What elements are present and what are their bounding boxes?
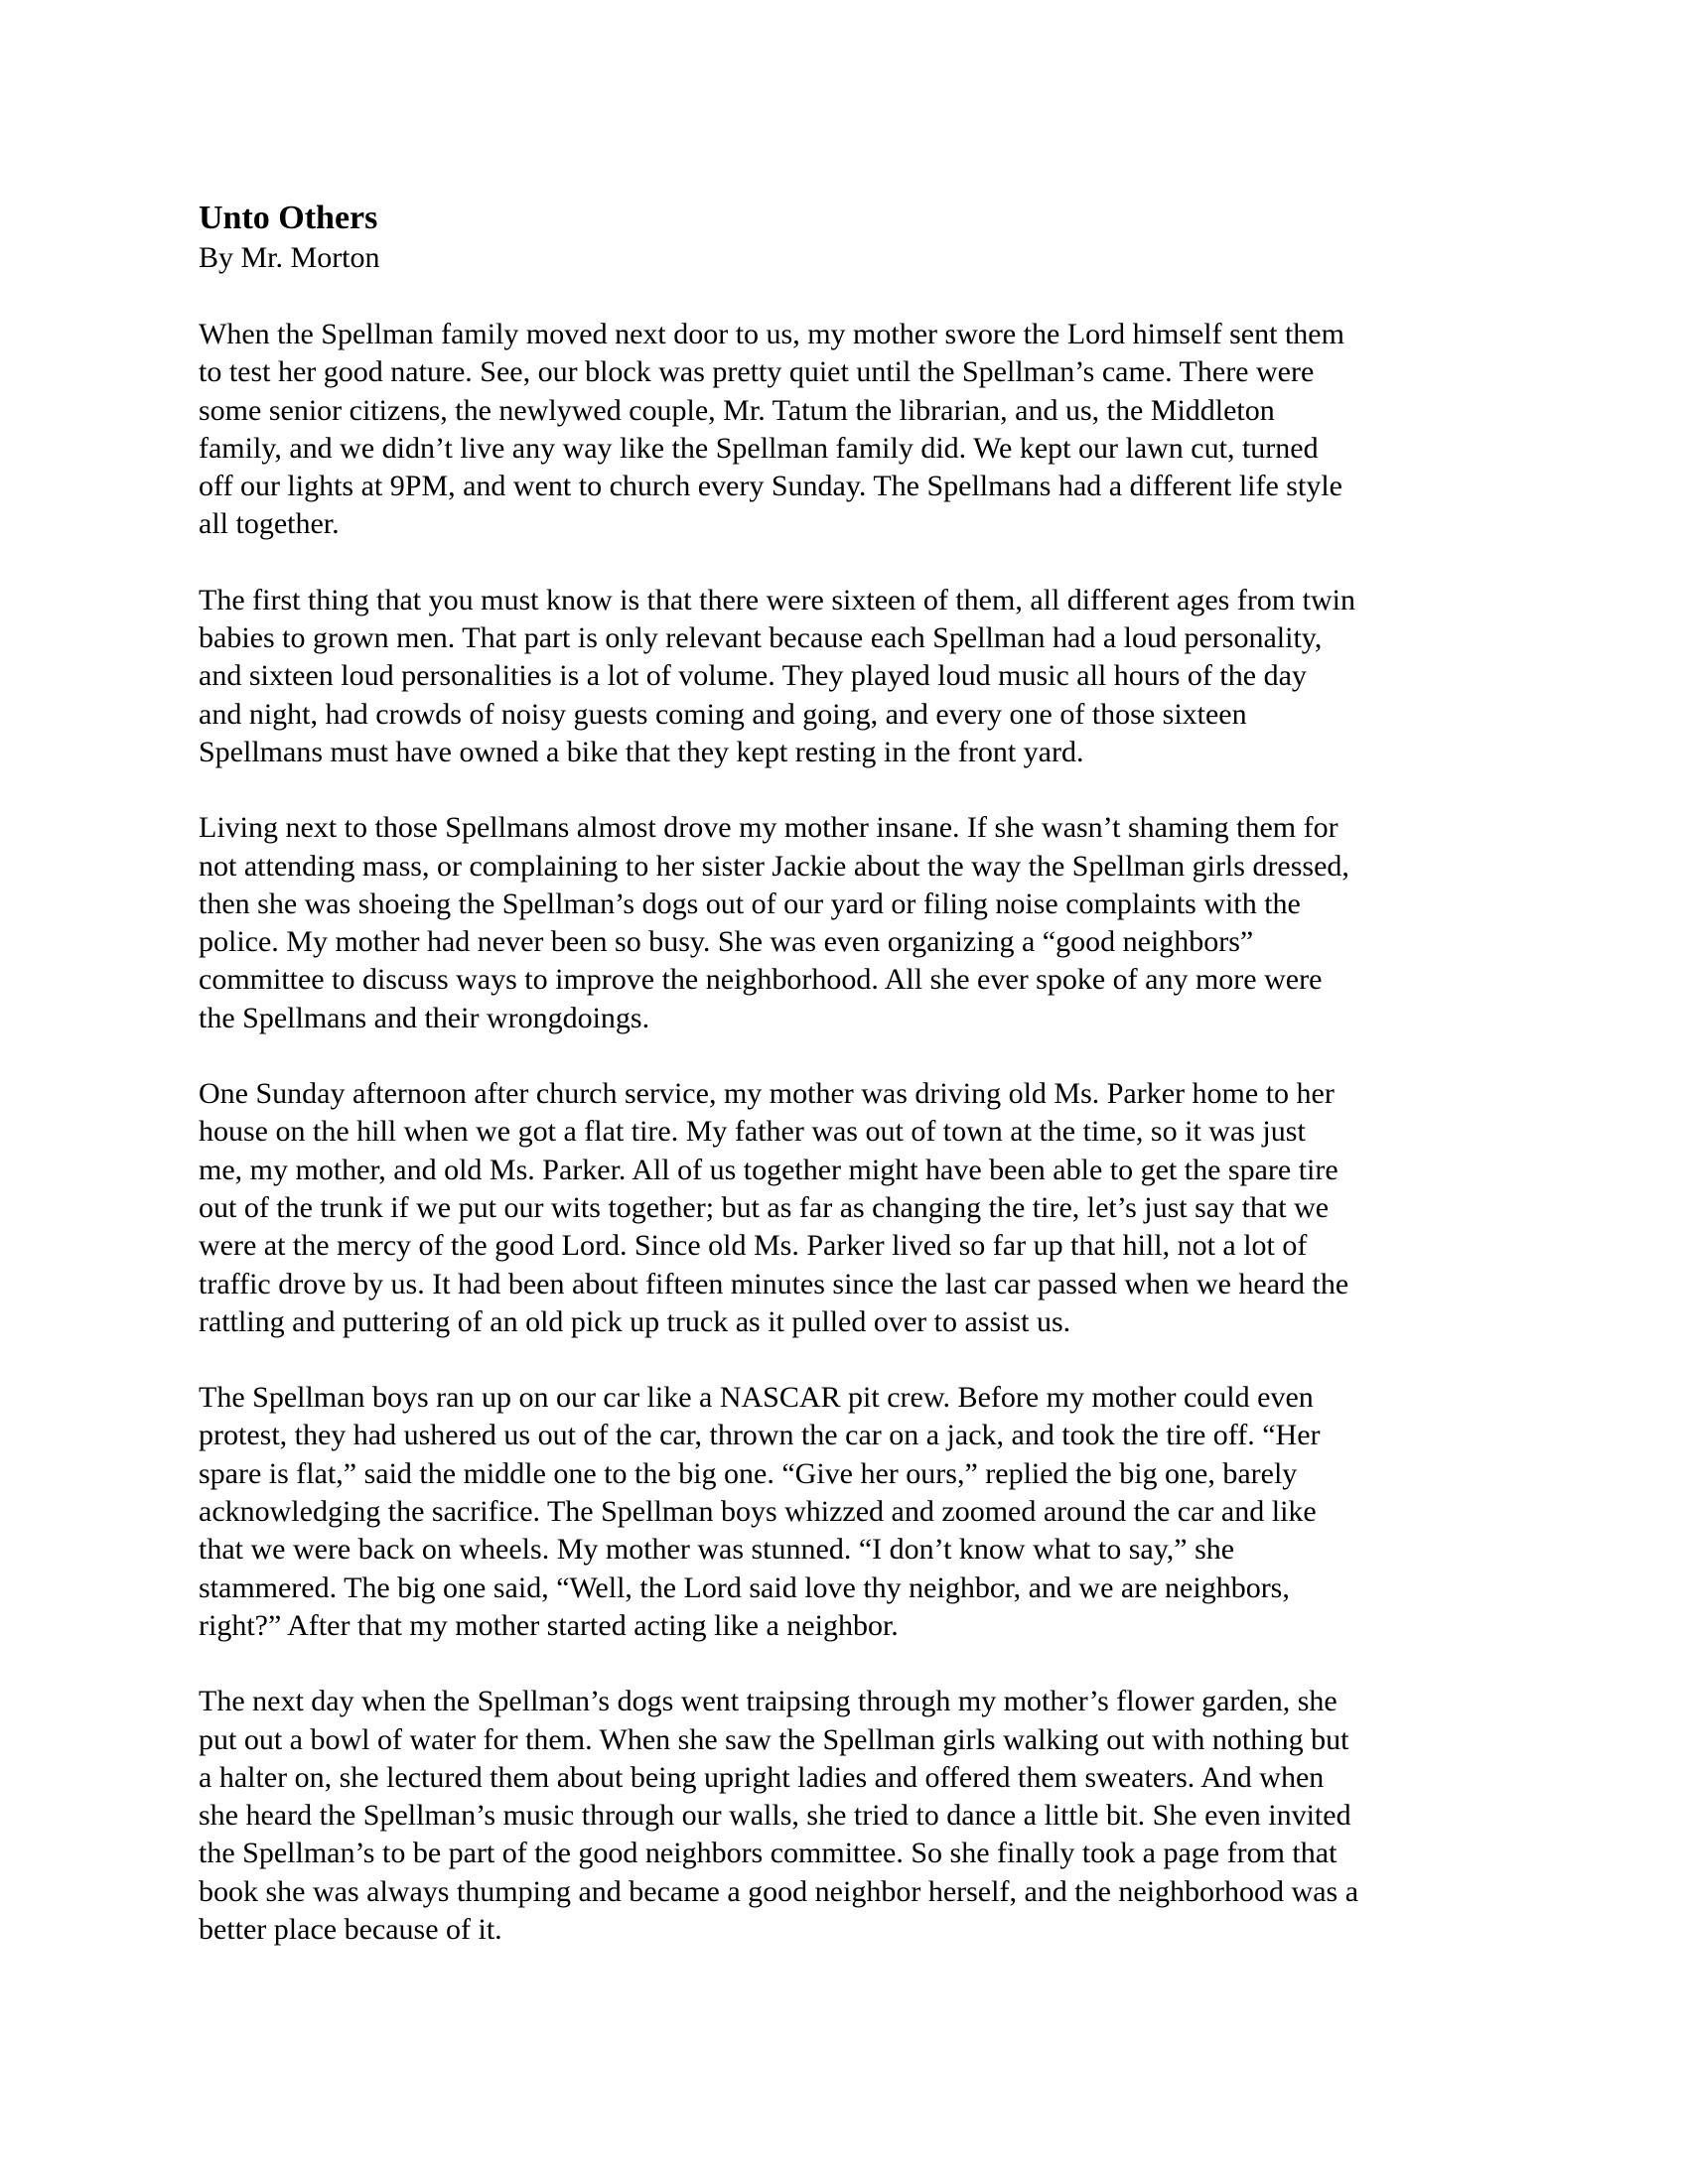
paragraph-line: committee to discuss ways to improve the neighborhood. All she ever spoke of any more were	[199, 963, 1323, 997]
paragraph-line: house on the hill when we got a flat tire. My father was out of town at the time, so it was just	[199, 1115, 1306, 1149]
paragraph-line: stammered. The big one said, “Well, the Lord said love thy neighbor, and we are neighbors,	[199, 1570, 1290, 1604]
paragraph-line: me, my mother, and old Ms. Parker. All of us together might have been able to get the spare tire	[199, 1153, 1338, 1186]
paragraph-line: and sixteen loud personalities is a lot of volume. They played loud music all hours of the day	[199, 659, 1307, 693]
paragraph-line: One Sunday afternoon after church service, my mother was driving old Ms. Parker home to her	[199, 1077, 1335, 1111]
paragraph-line: a halter on, she lectured them about being upright ladies and offered them sweaters. And when	[199, 1760, 1325, 1794]
paragraph-line: some senior citizens, the newlywed couple, Mr. Tatum the librarian, and us, the Middleton	[199, 393, 1275, 427]
paragraph-line: rattling and puttering of an old pick up truck as it pulled over to assist us.	[199, 1304, 1071, 1338]
paragraph-line: book she was always thumping and became a good neighbor herself, and the neighborhood was a	[199, 1874, 1359, 1908]
paragraph-line: protest, they had ushered us out of the car, thrown the car on a jack, and took the tire off. “Her	[199, 1419, 1321, 1452]
story-paragraph	[199, 1379, 1489, 1645]
paragraph-line: police. My mother had never been so busy. She was even organizing a “good neighbors”	[199, 925, 1254, 959]
paragraph-line: Spellmans must have owned a bike that they kept resting in the front yard.	[199, 735, 1084, 768]
paragraph-line: The next day when the Spellman’s dogs went traipsing through my mother’s flower garden, she	[199, 1685, 1337, 1718]
story-paragraph	[199, 582, 1489, 771]
paragraph-line: then she was shoeing the Spellman’s dogs out of our yard or filing noise complaints with the	[199, 887, 1301, 920]
paragraph-line: When the Spellman family moved next door to us, my mother swore the Lord himself sent them	[199, 318, 1344, 350]
paragraph-line: she heard the Spellman’s music through our walls, she tried to dance a little bit. She even invited	[199, 1799, 1351, 1833]
paragraph-line: family, and we didn’t live any way like the Spellman family did. We kept our lawn cut, turned	[199, 431, 1319, 465]
story-paragraph	[199, 1683, 1489, 1949]
paragraph-line: off our lights at 9PM, and went to church every Sunday. The Spellmans had a different life style	[199, 470, 1342, 503]
paragraph-line: right?” After that my mother started acting like a neighbor.	[199, 1608, 899, 1642]
paragraph-line: not attending mass, or complaining to her sister Jackie about the way the Spellman girls dressed,	[199, 849, 1349, 883]
story-paragraph	[199, 316, 1489, 544]
story-paragraph	[199, 1075, 1489, 1341]
paragraph-line: The first thing that you must know is that there were sixteen of them, all different ages from twin	[199, 583, 1355, 616]
paragraph-line: put out a bowl of water for them. When she saw the Spellman girls walking out with nothing but	[199, 1722, 1349, 1756]
paragraph-line: were at the mercy of the good Lord. Since old Ms. Parker lived so far up that hill, not a lot of	[199, 1229, 1308, 1263]
paragraph-line: The Spellman boys ran up on our car like a NASCAR pit crew. Before my mother could even	[199, 1381, 1314, 1415]
story-title: Unto Others	[199, 200, 378, 236]
paragraph-line: the Spellman’s to be part of the good neighbors committee. So she finally took a page from that	[199, 1837, 1337, 1870]
paragraph-line: all together.	[199, 507, 340, 541]
paragraph-line: Living next to those Spellmans almost drove my mother insane. If she wasn’t shaming them for	[199, 811, 1338, 845]
paragraph-line: babies to grown men. That part is only relevant because each Spellman had a loud personality,	[199, 621, 1323, 655]
paragraph-line: traffic drove by us. It had been about fifteen minutes since the last car passed when we heard the	[199, 1267, 1349, 1300]
paragraph-line: that we were back on wheels. My mother was stunned. “I don’t know what to say,” she	[199, 1533, 1235, 1567]
story-byline: By Mr. Morton	[199, 241, 380, 274]
paragraph-line: spare is flat,” said the middle one to the big one. “Give her ours,” replied the big one, barely	[199, 1456, 1298, 1490]
paragraph-line: better place because of it.	[199, 1912, 502, 1946]
paragraph-line: acknowledging the sacrifice. The Spellman boys whizzed and zoomed around the car and like	[199, 1495, 1317, 1529]
story-body	[199, 316, 1489, 1949]
paragraph-line: out of the trunk if we put our wits together; but as far as changing the tire, let’s just say that we	[199, 1190, 1330, 1224]
paragraph-line: and night, had crowds of noisy guests coming and going, and every one of those sixteen	[199, 697, 1247, 731]
document-page	[199, 199, 1489, 1986]
story-paragraph	[199, 809, 1489, 1037]
paragraph-line: to test her good nature. See, our block was pretty quiet until the Spellman’s came. There were	[199, 355, 1315, 389]
paragraph-line: the Spellmans and their wrongdoings.	[199, 1001, 650, 1034]
